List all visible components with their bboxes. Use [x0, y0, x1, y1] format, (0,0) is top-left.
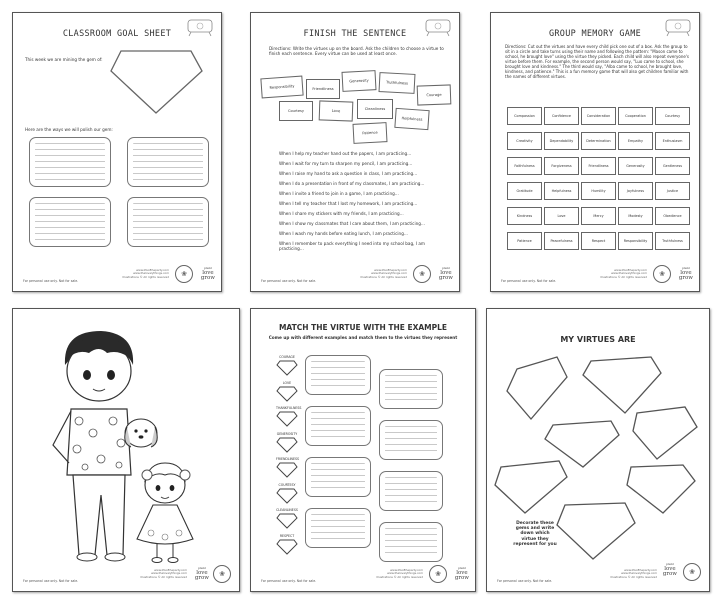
footer-note: For personal use only. Not for sale.	[497, 579, 553, 583]
sheet-coloring-page	[12, 308, 240, 592]
memory-card[interactable]: Responsibility	[618, 232, 653, 250]
sheet-match-virtue	[250, 308, 476, 592]
virtue-card[interactable]: Friendliness	[306, 79, 340, 99]
directions: Directions: Cut out the virtues and have every child pick one out of a box. Ask the group to sit in a circle and take turns using their name and following the pattern: "Mason came to school, he brought love" using the virtue they picked. Each child will also repeat everyone's virtue before them. For example, the second person would say, "Luo came to school, she brought love and kindness." The third would say, "Alba came to school, he brought love, kindness, and patience." This is a fun memory game that will also get children familiar with the names of different virtues.	[505, 44, 689, 79]
virtue-card[interactable]: Generosity	[341, 70, 376, 92]
virtue-card[interactable]: Love	[319, 100, 354, 121]
sentence-4: When I do a presentation in front of my classmates, I am practicing...	[279, 181, 425, 186]
bunny-logo-icon: ❀	[213, 565, 231, 583]
virtue-card[interactable]: Cleanliness	[357, 99, 393, 119]
ribbon-badge-icon	[425, 17, 451, 37]
virtue-gem-icon	[276, 462, 298, 478]
memory-card[interactable]: Kindness	[507, 207, 542, 225]
virtue-gem-icon	[276, 386, 298, 402]
memory-card[interactable]: Gentleness	[655, 157, 690, 175]
writing-box-3[interactable]	[29, 197, 111, 247]
sheet-title: FINISH THE SENTENCE	[303, 29, 407, 39]
decorate-caption: Decorate these gems and write down which virtue they represent for you	[513, 521, 557, 547]
virtue-label: FRIENDLINESS	[276, 457, 300, 461]
sentence-9: When I wash my hands before eating lunch, I am practicing...	[279, 231, 408, 236]
boy-and-girl-illustration	[43, 325, 213, 565]
sheet-my-virtues	[486, 308, 710, 592]
sentence-2: When I wait for my turn to sharpen my pencil, I am practicing...	[279, 161, 413, 166]
sentence-6: When I tell my teacher that I lost my homework, I am practicing...	[279, 201, 418, 206]
writing-box-2[interactable]	[127, 137, 209, 187]
virtue-card[interactable]: Patience	[352, 122, 387, 144]
credits: www.lifeoftheparty.com www.thelovelythings.com Illustrations © All rights reserved	[610, 567, 657, 579]
virtue-gem-icon	[276, 360, 298, 376]
memory-card[interactable]: Faithfulness	[507, 157, 542, 175]
footer-note: For personal use only. Not for sale.	[261, 279, 317, 283]
sheet-finish-sentence	[250, 12, 460, 292]
credits: www.lifeoftheparty.com www.thelovelythings.com Illustrations © All rights reserved	[600, 267, 647, 279]
sentence-7: When I share my stickers with my friends, I am practicing...	[279, 211, 404, 216]
memory-card[interactable]: Enthusiasm	[655, 132, 690, 150]
memory-card[interactable]: Respect	[581, 232, 616, 250]
virtue-label: GENEROSITY	[276, 431, 298, 436]
virtue-label: RESPECT	[279, 533, 295, 538]
credits: www.lifeoftheparty.com www.thelovelythings.com Illustrations © All rights reserved	[360, 267, 407, 279]
gem-outline-4	[545, 421, 619, 467]
memory-card[interactable]: Joyfulness	[618, 182, 653, 200]
credits: www.lifeoftheparty.com www.thelovelythings.com Illustrations © All rights reserved	[140, 567, 187, 579]
gem-of-label: This week we are mining the gem of:	[25, 57, 103, 62]
virtue-gem-icon	[276, 539, 298, 555]
sheet-classroom-goal	[12, 12, 222, 292]
sentence-1: When I help my teacher hand out the papers, I am practicing...	[279, 151, 412, 156]
virtue-card[interactable]: Courage	[417, 84, 452, 105]
memory-card[interactable]: Empathy	[618, 132, 653, 150]
footer-note: For personal use only. Not for sale.	[261, 579, 317, 583]
sheet-title: MY VIRTUES ARE	[560, 335, 636, 344]
memory-card[interactable]: Peacefulness	[544, 232, 579, 250]
bunny-logo-icon: ❀	[413, 265, 431, 283]
virtue-card[interactable]: Truthfulness	[379, 72, 416, 94]
subtitle: Come up with different examples and match them to the virtues they represent	[268, 335, 458, 340]
writing-box-4[interactable]	[127, 197, 209, 247]
example-box-7[interactable]	[379, 471, 443, 511]
memory-card[interactable]: Helpfulness	[544, 182, 579, 200]
memory-card[interactable]: Gratitude	[507, 182, 542, 200]
memory-card[interactable]: Truthfulness	[655, 232, 690, 250]
memory-card[interactable]: Forgiveness	[544, 157, 579, 175]
memory-card[interactable]: Confidence	[544, 107, 579, 125]
brand-logo: plant love grow	[438, 266, 453, 281]
gem-shapes-group	[487, 309, 710, 592]
example-box-2[interactable]	[305, 406, 371, 446]
virtue-label: THANKFULNESS	[276, 406, 302, 410]
memory-card[interactable]: Determination	[581, 132, 616, 150]
footer-note: For personal use only. Not for sale.	[23, 579, 79, 583]
memory-card[interactable]: Mercy	[581, 207, 616, 225]
bunny-logo-icon: ❀	[429, 565, 447, 583]
virtue-gem-icon	[276, 488, 298, 504]
memory-card[interactable]: Dependability	[544, 132, 579, 150]
virtue-label: COURTESY	[278, 482, 296, 487]
virtue-card[interactable]: Courtesy	[279, 101, 313, 121]
virtue-card[interactable]: Responsibility	[260, 76, 303, 99]
memory-card[interactable]: Modesty	[618, 207, 653, 225]
gem-outline-6	[627, 465, 695, 513]
gem-outline-icon	[109, 49, 204, 115]
example-box-3[interactable]	[305, 457, 371, 497]
memory-card[interactable]: Love	[544, 207, 579, 225]
polish-gem-label: Here are the ways we will polish our gem:	[25, 127, 113, 132]
virtue-gem-icon	[276, 437, 298, 453]
directions: Directions: Write the virtues up on the board. Ask the children to choose a virtue to finish each sentence. Every virtue can be used at least once.	[269, 46, 444, 57]
writing-box-1[interactable]	[29, 137, 111, 187]
virtue-card[interactable]: Helpfulness	[394, 108, 429, 130]
example-box-5[interactable]	[379, 369, 443, 409]
sentence-8: When I show my classmates that I care about them, I am practicing...	[279, 221, 425, 226]
sheet-group-memory	[490, 12, 700, 292]
sheet-title: CLASSROOM GOAL SHEET	[62, 29, 172, 39]
footer-note: For personal use only. Not for sale.	[23, 279, 79, 283]
example-box-1[interactable]	[305, 355, 371, 395]
memory-card[interactable]: Patience	[507, 232, 542, 250]
gem-outline-2	[583, 357, 661, 413]
sheet-title: MATCH THE VIRTUE WITH THE EXAMPLE	[278, 323, 448, 332]
memory-card[interactable]: Friendliness	[581, 157, 616, 175]
memory-card[interactable]: Creativity	[507, 132, 542, 150]
sentence-5: When I invite a friend to join in a game, I am practicing...	[279, 191, 399, 196]
ribbon-badge-icon	[187, 17, 213, 37]
memory-card[interactable]: Justice	[655, 182, 690, 200]
example-box-8[interactable]	[379, 522, 443, 562]
memory-card[interactable]: Obedience	[655, 207, 690, 225]
memory-card[interactable]: Humility	[581, 182, 616, 200]
bunny-logo-icon: ❀	[175, 265, 193, 283]
gem-outline-5	[495, 461, 567, 513]
virtue-gem-icon	[276, 513, 298, 529]
gem-outline-1	[507, 357, 567, 419]
sentence-10: When I remember to pack everything I need into my school bag, I am practicing...	[279, 241, 426, 251]
bunny-logo-icon: ❀	[683, 563, 701, 581]
memory-card[interactable]: Generosity	[618, 157, 653, 175]
brand-logo: plant love grow	[200, 266, 215, 281]
credits: www.lifeoftheparty.com www.thelovelythings.com Illustrations © All rights reserved	[122, 267, 169, 279]
sentence-3: When I raise my hand to ask a question in class, I am practicing...	[279, 171, 418, 176]
brand-logo: plant love grow	[454, 566, 469, 581]
memory-card[interactable]: Consideration	[581, 107, 616, 125]
virtue-gem-icon	[276, 411, 298, 427]
example-box-4[interactable]	[305, 508, 371, 548]
memory-card[interactable]: Courtesy	[655, 107, 690, 125]
ribbon-badge-icon	[665, 17, 691, 37]
footer-note: For personal use only. Not for sale.	[501, 279, 557, 283]
virtue-label: COURAGE	[279, 355, 295, 359]
memory-card[interactable]: Compassion	[507, 107, 542, 125]
brand-logo: plant love grow	[678, 266, 693, 281]
memory-card[interactable]: Cooperation	[618, 107, 653, 125]
example-box-6[interactable]	[379, 420, 443, 460]
gem-outline-3	[633, 407, 697, 459]
sheet-title: GROUP MEMORY GAME	[548, 29, 642, 39]
virtue-label: CLEANLINESS	[276, 508, 298, 512]
virtue-label: LOVE	[282, 380, 292, 385]
credits: www.lifeoftheparty.com www.thelovelythings.com Illustrations © All rights reserved	[376, 567, 423, 579]
brand-logo: plant love grow	[662, 562, 677, 577]
brand-logo: plant love grow	[194, 566, 209, 581]
bunny-logo-icon: ❀	[653, 265, 671, 283]
gem-outline-7	[557, 503, 635, 559]
